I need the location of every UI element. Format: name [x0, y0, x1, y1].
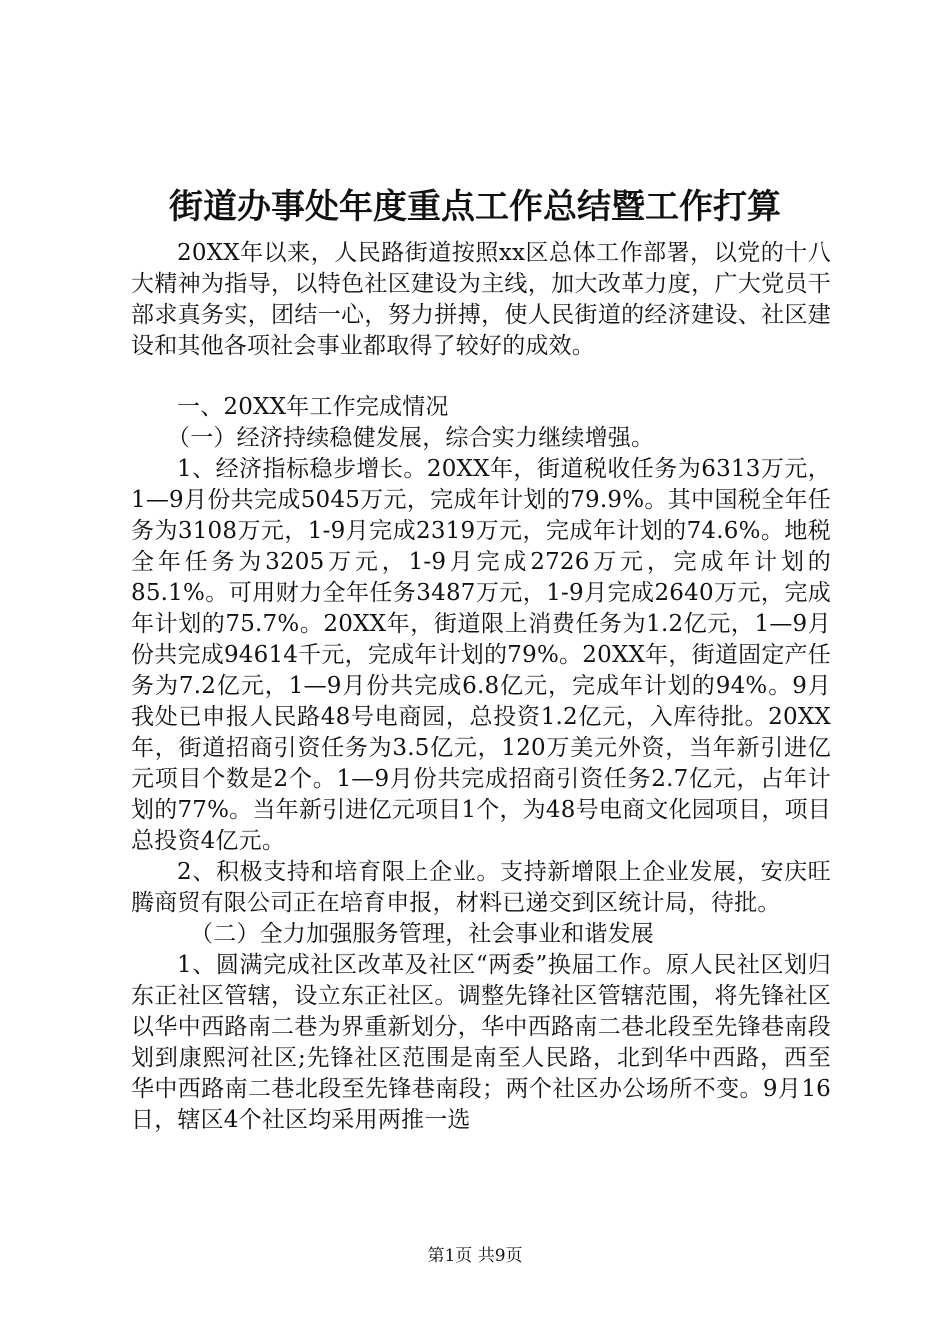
paragraph-gap: [131, 362, 831, 392]
subsection-heading-1: （一）经济持续稳健发展，综合实力继续增强。: [167, 425, 655, 451]
body-paragraph: 1、圆满完成社区改革及社区“两委”换届工作。原人民社区划归东正社区管辖，设立东正社区。调整先锋社区管辖范围，将先锋社区以华中西路南二巷为界重新划分，华中西路南二巷北段至先锋巷南段划到康熙河社区;先锋社区范围是南至人民路，北到华中西路，西至华中西路南二巷北段至先锋巷南段；两个社区办公场所不变。9月16日，辖区4个社区均采用两推一选: [131, 952, 831, 1133]
body-paragraph: 2、积极支持和培育限上企业。支持新增限上企业发展，安庆旺腾商贸有限公司正在培育申报，材料已递交到区统计局，待批。: [131, 859, 831, 916]
subsection-heading-2: （二）全力加强服务管理，社会事业和谐发展: [190, 921, 654, 947]
document-title: 街道办事处年度重点工作总结暨工作打算: [169, 187, 781, 227]
intro-paragraph: 20XX年以来，人民路街道按照xx区总体工作部署，以党的十八大精神为指导，以特色社区建设为主线，加大改革力度，广大党员干部求真务实，团结一心，努力拼搏，使人民街道的经济建设、社区建设和其他各项社会事业都取得了较好的成效。: [131, 240, 831, 359]
section-heading-1: 一、20XX年工作完成情况: [177, 394, 449, 420]
page-footer: 第1页 共9页: [427, 1246, 523, 1266]
body-paragraph: 1、经济指标稳步增长。20XX年，街道税收任务为6313万元，1—9月份共完成5045万元，完成年计划的79.9%。其中国税全年任务为3108万元，1-9月完成2319万元，完成年计划的74.6%。地税全年任务为3205万元，1-9月完成2726万元，完成年计划的85.1%。可用财力全年任务3487万元，1-9月完成2640万元，完成年计划的75.7%。20XX年，街道限上消费任务为1.2亿元，1—9月份共完成94614千元，完成年计划的79%。20XX年，街道固定产任务为7.2亿元，1—9月份共完成6.8亿元，完成年计划的94%。9月我处已申报人民路48号电商园，总投资1.2亿元，入库待批。20XX年，街道招商引资任务为3.5亿元，120万美元外资，当年新引进亿元项目个数是2个。1—9月份共完成招商引资任务2.7亿元，占年计划的77%。当年新引进亿元项目1个，为48号电商文化园项目，项目总投资4亿元。: [131, 456, 831, 854]
document-body: [131, 238, 831, 1136]
